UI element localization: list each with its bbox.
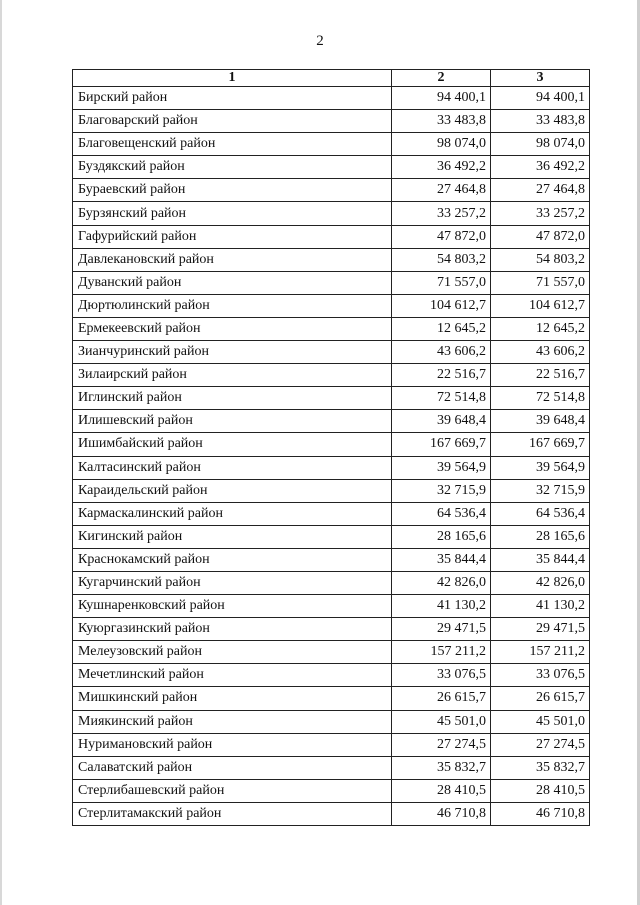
value-col3-cell: 157 211,2 — [491, 641, 590, 664]
value-col2-cell: 33 483,8 — [392, 110, 491, 133]
table-row — [73, 571, 590, 594]
table-row — [73, 618, 590, 641]
value-col3-cell: 22 516,7 — [491, 364, 590, 387]
value-col3-cell: 36 492,2 — [491, 156, 590, 179]
district-name-cell: Буздякский район — [73, 156, 392, 179]
table-row — [73, 595, 590, 618]
table-row — [73, 248, 590, 271]
district-name-cell: Бурзянский район — [73, 202, 392, 225]
district-name-cell: Зилаирский район — [73, 364, 392, 387]
page-number: 2 — [316, 33, 324, 49]
table-row — [73, 410, 590, 433]
district-name-cell: Мишкинский район — [73, 687, 392, 710]
value-col2-cell: 71 557,0 — [392, 271, 491, 294]
table-row — [73, 710, 590, 733]
value-col3-cell: 28 165,6 — [491, 525, 590, 548]
table-body — [73, 87, 590, 826]
value-col2-cell: 36 492,2 — [392, 156, 491, 179]
header-row — [73, 70, 590, 87]
table-row — [73, 225, 590, 248]
district-name-cell: Караидельский район — [73, 479, 392, 502]
district-table — [72, 69, 590, 826]
value-col3-cell: 28 410,5 — [491, 779, 590, 802]
value-col3-cell: 46 710,8 — [491, 802, 590, 825]
value-col3-cell: 12 645,2 — [491, 317, 590, 340]
district-name-cell: Иглинский район — [73, 387, 392, 410]
value-col2-cell: 47 872,0 — [392, 225, 491, 248]
value-col3-cell: 27 274,5 — [491, 733, 590, 756]
value-col2-cell: 33 076,5 — [392, 664, 491, 687]
value-col3-cell: 33 076,5 — [491, 664, 590, 687]
table-row — [73, 133, 590, 156]
value-col2-cell: 28 410,5 — [392, 779, 491, 802]
value-col2-cell: 12 645,2 — [392, 317, 491, 340]
value-col3-cell: 33 483,8 — [491, 110, 590, 133]
district-name-cell: Стерлибашевский район — [73, 779, 392, 802]
value-col2-cell: 28 165,6 — [392, 525, 491, 548]
value-col3-cell: 35 832,7 — [491, 756, 590, 779]
district-name-cell: Ишимбайский район — [73, 433, 392, 456]
value-col3-cell: 33 257,2 — [491, 202, 590, 225]
value-col3-cell: 39 648,4 — [491, 410, 590, 433]
value-col2-cell: 72 514,8 — [392, 387, 491, 410]
district-name-cell: Кигинский район — [73, 525, 392, 548]
value-col3-cell: 45 501,0 — [491, 710, 590, 733]
column-header-3: 3 — [491, 70, 590, 87]
value-col2-cell: 94 400,1 — [392, 87, 491, 110]
value-col3-cell: 27 464,8 — [491, 179, 590, 202]
table-row — [73, 479, 590, 502]
table-row — [73, 733, 590, 756]
value-col3-cell: 64 536,4 — [491, 502, 590, 525]
district-name-cell: Кугарчинский район — [73, 571, 392, 594]
district-name-cell: Кушнаренковский район — [73, 595, 392, 618]
column-header-2: 2 — [392, 70, 491, 87]
table-row — [73, 341, 590, 364]
value-col3-cell: 54 803,2 — [491, 248, 590, 271]
district-name-cell: Благоварский район — [73, 110, 392, 133]
district-name-cell: Гафурийский район — [73, 225, 392, 248]
value-col2-cell: 39 648,4 — [392, 410, 491, 433]
value-col3-cell: 43 606,2 — [491, 341, 590, 364]
value-col2-cell: 42 826,0 — [392, 571, 491, 594]
column-header-1: 1 — [73, 70, 392, 87]
table-row — [73, 317, 590, 340]
table-row — [73, 502, 590, 525]
table-row — [73, 456, 590, 479]
district-name-cell: Дуванский район — [73, 271, 392, 294]
value-col3-cell: 39 564,9 — [491, 456, 590, 479]
value-col2-cell: 45 501,0 — [392, 710, 491, 733]
district-name-cell: Ермекеевский район — [73, 317, 392, 340]
value-col3-cell: 26 615,7 — [491, 687, 590, 710]
value-col3-cell: 104 612,7 — [491, 294, 590, 317]
table-row — [73, 664, 590, 687]
table-row — [73, 779, 590, 802]
district-name-cell: Стерлитамакский район — [73, 802, 392, 825]
table-row — [73, 641, 590, 664]
value-col2-cell: 26 615,7 — [392, 687, 491, 710]
table-row — [73, 202, 590, 225]
value-col2-cell: 54 803,2 — [392, 248, 491, 271]
table-row — [73, 364, 590, 387]
scan-edge-left — [0, 0, 2, 905]
value-col2-cell: 32 715,9 — [392, 479, 491, 502]
value-col2-cell: 64 536,4 — [392, 502, 491, 525]
district-name-cell: Куюргазинский район — [73, 618, 392, 641]
table-row — [73, 687, 590, 710]
value-col2-cell: 27 274,5 — [392, 733, 491, 756]
table-row — [73, 548, 590, 571]
district-name-cell: Давлекановский район — [73, 248, 392, 271]
table-row — [73, 433, 590, 456]
district-name-cell: Кармаскалинский район — [73, 502, 392, 525]
value-col2-cell: 43 606,2 — [392, 341, 491, 364]
district-name-cell: Бирский район — [73, 87, 392, 110]
value-col2-cell: 98 074,0 — [392, 133, 491, 156]
value-col3-cell: 41 130,2 — [491, 595, 590, 618]
district-name-cell: Салаватский район — [73, 756, 392, 779]
value-col2-cell: 104 612,7 — [392, 294, 491, 317]
value-col2-cell: 35 844,4 — [392, 548, 491, 571]
table-row — [73, 156, 590, 179]
district-name-cell: Краснокамский район — [73, 548, 392, 571]
table-row — [73, 525, 590, 548]
value-col3-cell: 98 074,0 — [491, 133, 590, 156]
table-row — [73, 87, 590, 110]
value-col2-cell: 157 211,2 — [392, 641, 491, 664]
district-name-cell: Нуримановский район — [73, 733, 392, 756]
district-name-cell: Калтасинский район — [73, 456, 392, 479]
district-name-cell: Мелеузовский район — [73, 641, 392, 664]
table-row — [73, 756, 590, 779]
value-col2-cell: 22 516,7 — [392, 364, 491, 387]
district-name-cell: Илишевский район — [73, 410, 392, 433]
value-col2-cell: 46 710,8 — [392, 802, 491, 825]
table-row — [73, 387, 590, 410]
district-name-cell: Миякинский район — [73, 710, 392, 733]
value-col2-cell: 27 464,8 — [392, 179, 491, 202]
value-col3-cell: 35 844,4 — [491, 548, 590, 571]
value-col2-cell: 41 130,2 — [392, 595, 491, 618]
table-row — [73, 110, 590, 133]
district-name-cell: Бураевский район — [73, 179, 392, 202]
value-col2-cell: 39 564,9 — [392, 456, 491, 479]
district-name-cell: Дюртюлинский район — [73, 294, 392, 317]
value-col3-cell: 72 514,8 — [491, 387, 590, 410]
value-col3-cell: 94 400,1 — [491, 87, 590, 110]
table-row — [73, 802, 590, 825]
district-name-cell: Зианчуринский район — [73, 341, 392, 364]
table-row — [73, 271, 590, 294]
value-col3-cell: 29 471,5 — [491, 618, 590, 641]
value-col3-cell: 32 715,9 — [491, 479, 590, 502]
value-col2-cell: 167 669,7 — [392, 433, 491, 456]
value-col2-cell: 35 832,7 — [392, 756, 491, 779]
district-name-cell: Мечетлинский район — [73, 664, 392, 687]
value-col2-cell: 29 471,5 — [392, 618, 491, 641]
district-name-cell: Благовещенский район — [73, 133, 392, 156]
value-col2-cell: 33 257,2 — [392, 202, 491, 225]
value-col3-cell: 167 669,7 — [491, 433, 590, 456]
value-col3-cell: 71 557,0 — [491, 271, 590, 294]
table-row — [73, 294, 590, 317]
value-col3-cell: 47 872,0 — [491, 225, 590, 248]
value-col3-cell: 42 826,0 — [491, 571, 590, 594]
table-row — [73, 179, 590, 202]
